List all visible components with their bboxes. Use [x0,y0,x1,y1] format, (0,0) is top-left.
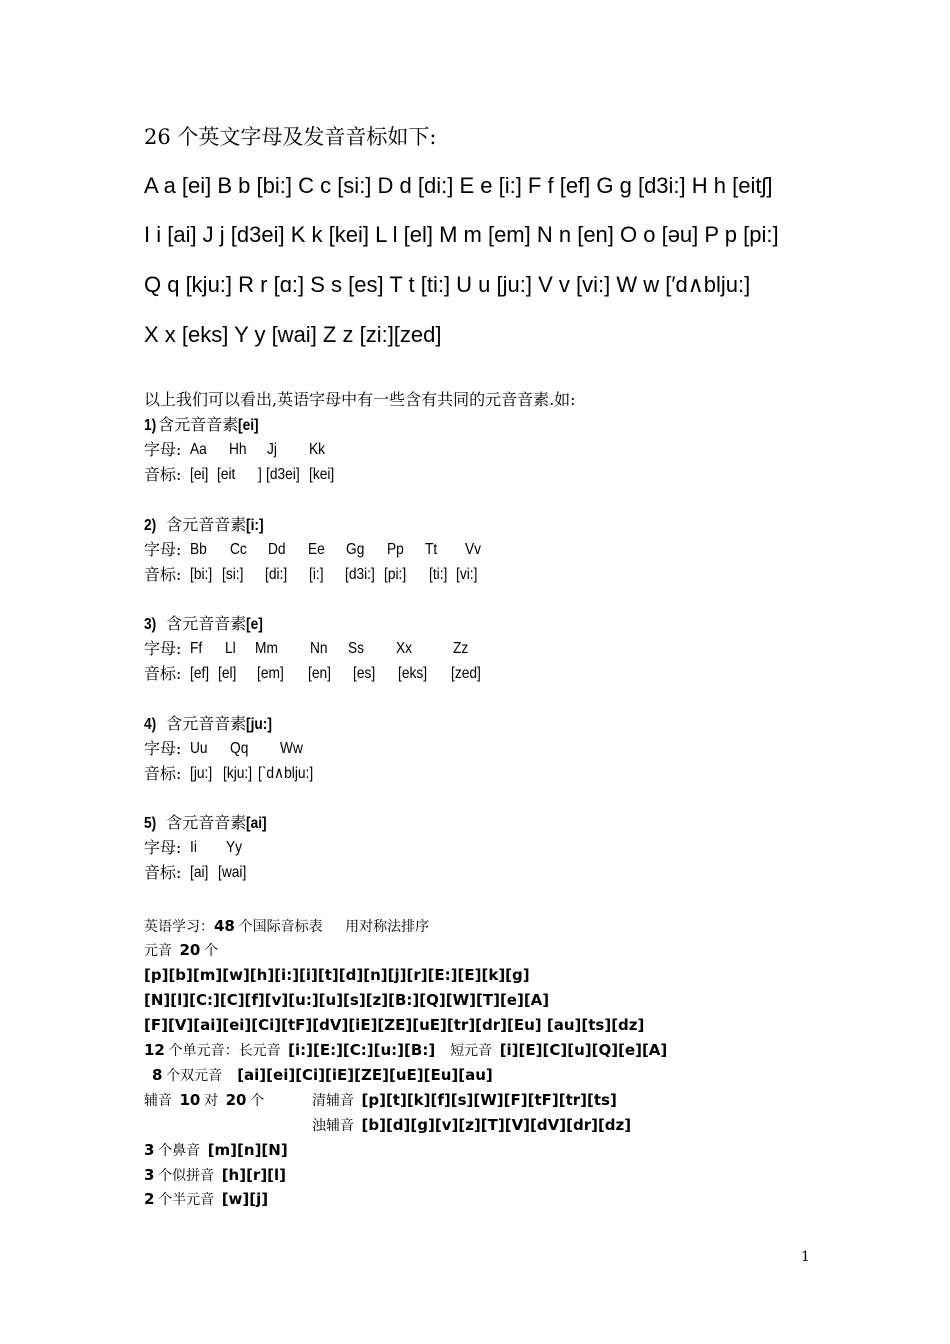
short-label: 短元音 [450,1043,493,1059]
ipa-symbol: [zed] [451,665,481,682]
intro-text: 以上我们可以看出,英语字母中有一些含有共同的元音音素.如: [144,390,576,409]
approx-line [144,1165,286,1186]
ipa-label: 音标: [144,465,182,484]
letters-label: 字母: [144,739,182,758]
letter-pair: Vv [465,541,482,558]
letter-pair: Cc [230,541,247,558]
consonant-line [144,1090,617,1111]
ipa-symbol: [ei] [190,466,209,483]
alphabet-line-1: A a [ei] B b [bi:] C c [si:] D d [di:] E e [i:] F f [ef] G g [d3i:] H h [eitʃ] [144,173,773,198]
heading-count: 48 [214,917,235,935]
letter-pair: Xx [396,640,413,657]
mono-label: 个单元音：长元音 [168,1043,281,1059]
ipa-symbol: [bi:] [190,566,213,583]
ipa-symbol: [en] [308,665,331,682]
letter-pair: Pp [387,541,404,558]
group-heading [144,813,270,834]
group-number: 5) [144,815,157,832]
vowel-count: 20 [179,941,201,959]
group-heading [144,614,266,635]
ipa-symbol: [si:] [222,566,244,583]
voiceless-label: 清辅音 [312,1093,354,1109]
semivowels: [w][j] [221,1190,269,1208]
letter-pair: Dd [268,541,286,558]
letter-pair: Ll [225,640,236,657]
letter-pair: Nn [310,640,328,657]
letter-pair: Zz [453,640,469,657]
ipa-symbol: [ju:] [190,765,213,782]
vowel-unit: 个 [204,943,219,959]
ipa-symbol: [kju:] [223,765,253,782]
group-label: 含元音音素 [166,614,247,633]
letters-label: 字母: [144,838,182,857]
group-heading [144,714,276,735]
ipa-symbol: [i:] [309,566,324,583]
semi-label: 个半元音 [158,1192,215,1208]
ipa-row-2: [N][l][C:][C][f][v][u:][u][s][z][B:][Q][W][T][e][A] [144,991,550,1009]
nasals: [m][n][N] [207,1141,288,1159]
group-ipa-row [144,664,481,685]
ipa-symbol: [wai] [218,864,247,881]
letter-pair: Uu [190,740,208,757]
ipa-symbol: ] [258,466,262,483]
page-number: 1 [801,1249,810,1265]
group-letters-row [144,739,303,760]
letter-pair: Qq [230,740,249,757]
letter-pair: Ww [280,740,303,757]
alphabet-line-4: X x [eks] Y y [wai] Z z [zi:][zed] [144,322,442,347]
ipa-row-1: [p][b][m][w][h][i:][i][t][d][n][j][r][E:][E][k][g] [144,966,530,984]
approx-count: 3 [144,1166,155,1184]
nasal-line [144,1140,288,1161]
mono-count: 12 [144,1041,165,1059]
ipa-symbol: [eit [217,466,236,483]
voiced-line [312,1115,631,1136]
letter-pair: Ff [190,640,203,657]
group-heading [144,515,267,536]
voiced-consonants: [b][d][g][v][z][T][V][dV][dr][dz] [361,1116,632,1134]
group-letters-row [144,639,469,660]
ipa-symbol: [d3ei] [266,466,300,483]
heading-part: 用对称法排序 [345,919,430,935]
ipa-label: 音标: [144,764,182,783]
long-vowels: [i:][E:][C:][u:][B:] [288,1041,436,1059]
letter-pair: Ii [190,839,197,856]
group-phoneme: [ei] [238,417,259,434]
cons-total: 20 [225,1091,247,1109]
ipa-symbol: [ti:] [429,566,448,583]
monophthong-line [144,1040,667,1061]
letter-pair: Yy [226,839,243,856]
semi-count: 2 [144,1190,155,1208]
ipa-symbol: [d3i:] [345,566,375,583]
letters-label: 字母: [144,540,182,559]
group-number: 3) [144,616,157,633]
ipa-label: 音标: [144,664,182,683]
ipa-label: 音标: [144,863,182,882]
group-ipa-row [144,465,335,486]
group-number: 1) [144,417,157,434]
diphthong-line [152,1065,493,1086]
ipa-symbol: [ai] [190,864,209,881]
group-label: 含元音音素 [166,714,247,733]
group-letters-row [144,540,482,561]
heading-part: 英语学习： [144,919,214,935]
group-number: 4) [144,716,157,733]
cons-unit: 个 [250,1093,265,1109]
letter-pair: Kk [309,441,326,458]
nasal-label: 个鼻音 [158,1143,201,1159]
ipa-symbol: [es] [353,665,376,682]
ipa-symbol: [`d∧blju:] [258,765,314,782]
semivowel-line [144,1189,268,1210]
diph-count: 8 [152,1066,163,1084]
letter-pair: Bb [190,541,207,558]
cons-label: 辅音 [144,1093,172,1109]
group-label: 含元音音素 [158,415,239,434]
cons-pairs: 10 [179,1091,201,1109]
ipa-label: 音标: [144,565,182,584]
group-phoneme: [ju:] [246,716,273,733]
ipa-row-3: [F][V][ai][ei][Ci][tF][dV][iE][ZE][uE][tr][dr][Eu] [au][ts][dz] [144,1016,645,1034]
group-ipa-row [144,764,314,785]
vowel-count-line [144,940,218,961]
vowel-label: 元音 [144,943,172,959]
nasal-count: 3 [144,1141,155,1159]
diphthongs: [ai][ei][Ci][iE][ZE][uE][Eu][au] [237,1066,493,1084]
group-ipa-row [144,565,478,586]
letter-pair: Hh [229,441,247,458]
alphabet-line-3: Q q [kju:] R r [ɑ:] S s [es] T t [ti:] U u [ju:] V v [vi:] W w [′d∧blju:] [144,272,751,297]
approx-label: 个似拼音 [158,1168,215,1184]
ipa-symbol: [ef] [190,665,210,682]
ipa-symbol: [vi:] [456,566,478,583]
diph-label: 个双元音 [166,1068,223,1084]
approximants: [h][r][l] [221,1166,287,1184]
voiced-label: 浊辅音 [312,1118,354,1134]
group-heading [144,415,262,436]
ipa-symbol: [di:] [265,566,288,583]
letter-pair: Ee [308,541,325,558]
ipa-symbol: [eks] [398,665,428,682]
ipa-symbol: [pi:] [384,566,407,583]
short-vowels: [i][E][C][u][Q][e][A] [499,1041,668,1059]
group-phoneme: [i:] [246,517,264,534]
group-letters-row [144,838,243,859]
group-phoneme: [ai] [246,815,267,832]
ipa-symbol: [el] [218,665,237,682]
heading-part: 个国际音标表 [238,919,323,935]
letter-pair: Ss [348,640,365,657]
voiceless-consonants: [p][t][k][f][s][W][F][tF][tr][ts] [361,1091,617,1109]
ipa-table-heading [144,916,429,937]
group-letters-row [144,440,326,461]
ipa-symbol: [kei] [309,466,335,483]
letters-label: 字母: [144,639,182,658]
ipa-symbol: [em] [257,665,284,682]
letters-label: 字母: [144,440,182,459]
cons-pair-unit: 对 [204,1093,219,1109]
group-label: 含元音音素 [166,813,247,832]
letter-pair: Aa [190,441,207,458]
group-ipa-row [144,863,247,884]
letter-pair: Mm [255,640,278,657]
group-phoneme: [e] [246,616,264,633]
page-title: 26 个英文字母及发音音标如下: [144,125,437,149]
letter-pair: Gg [346,541,365,558]
letter-pair: Jj [267,441,277,458]
letter-pair: Tt [425,541,438,558]
group-number: 2) [144,517,157,534]
group-label: 含元音音素 [166,515,247,534]
alphabet-line-2: I i [ai] J j [d3ei] K k [kei] L l [el] M m [em] N n [en] O o [əu] P p [pi:] [144,222,779,247]
